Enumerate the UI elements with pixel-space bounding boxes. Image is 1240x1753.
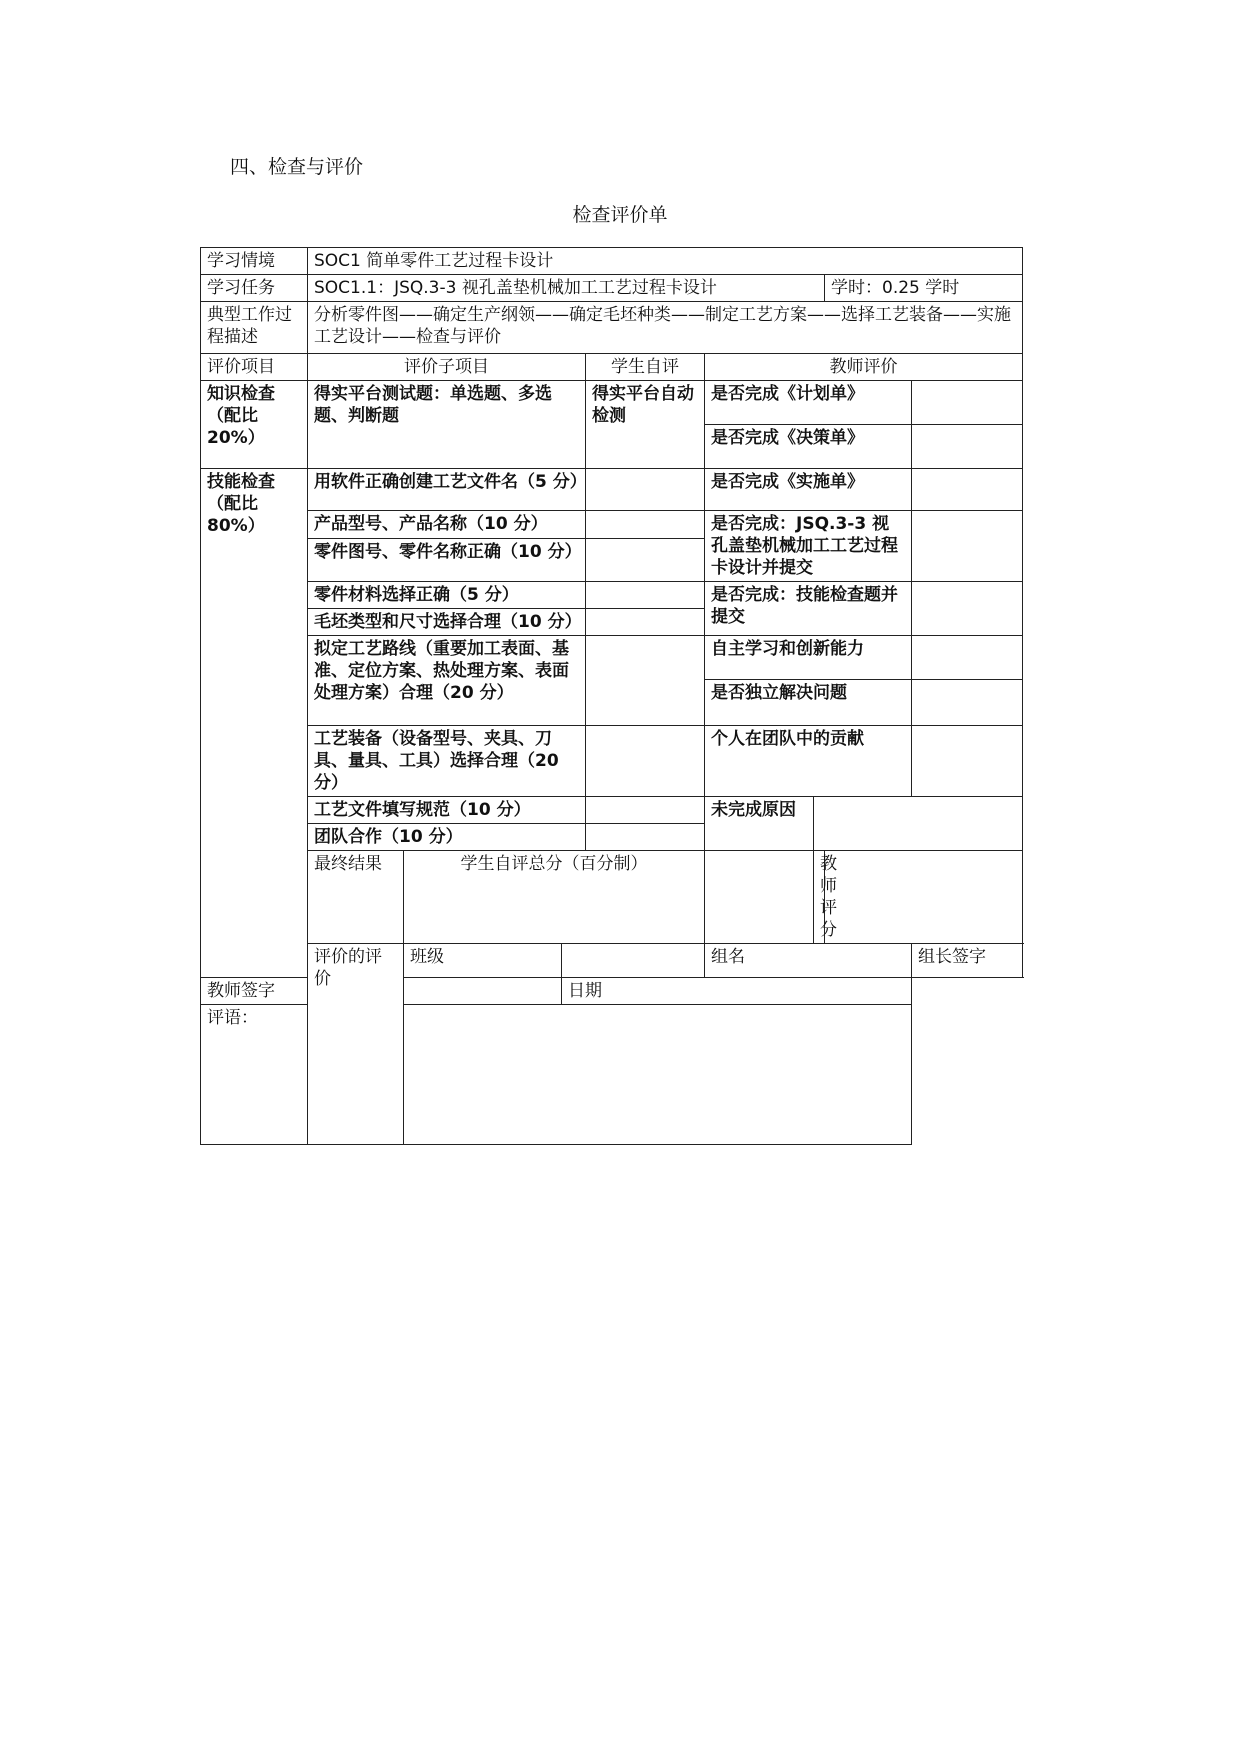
row-skill-2: [201, 511, 1023, 539]
skill-teacher-7-value: [814, 797, 1023, 851]
skill-self-3: [586, 539, 705, 582]
row-eval-1: [201, 944, 1023, 978]
header-item: 评价项目: [201, 354, 308, 381]
eval-leader-sign-label: 组长签字: [912, 944, 1023, 978]
skill-self-8: [586, 797, 705, 824]
situation-value: SOC1 简单零件工艺过程卡设计: [308, 248, 1023, 275]
eval-class-value: [562, 944, 705, 978]
skill-sub-1: 用软件正确创建工艺文件名（5 分）: [308, 469, 586, 511]
eval-date-label: 日期: [562, 978, 912, 1005]
skill-self-4: [586, 582, 705, 609]
eval-teacher-sign-label: 教师签字: [201, 978, 562, 1005]
task-hours: 学时：0.25 学时: [825, 275, 1023, 302]
skill-self-7: [586, 726, 705, 797]
process-label: 典型工作过程描述: [201, 302, 308, 354]
knowledge-label: 知识检查（配比20%）: [201, 381, 308, 469]
final-teacher-score-label: 教师评分: [814, 851, 825, 944]
skill-teacher-1: 是否完成《实施单》: [705, 469, 912, 511]
final-label: 最终结果: [308, 851, 404, 944]
task-label: 学习任务: [201, 275, 308, 302]
final-self-total: 学生自评总分（百分制）: [404, 851, 705, 944]
form-title: 检查评价单: [572, 204, 668, 226]
skill-sub-8: 工艺文件填写规范（10 分）: [308, 797, 586, 824]
skill-self-9: [586, 824, 705, 851]
skill-sub-4: 零件材料选择正确（5 分）: [308, 582, 586, 609]
final-self-score: [705, 851, 814, 944]
skill-sub-2: 产品型号、产品名称（10 分）: [308, 511, 586, 539]
skill-teacher-7: 未完成原因: [705, 797, 814, 851]
header-teacher: 教师评价: [705, 354, 1023, 381]
row-skill-4: [201, 582, 1023, 609]
skill-sub-7: 工艺装备（设备型号、夹具、刀具、量具、工具）选择合理（20 分）: [308, 726, 586, 797]
header-sub-item: 评价子项目: [308, 354, 586, 381]
skill-teacher-6: 个人在团队中的贡献: [705, 726, 912, 797]
skill-self-5: [586, 609, 705, 636]
eval-comment: 评语：: [201, 1005, 912, 1145]
situation-label: 学习情境: [201, 248, 308, 275]
knowledge-teacher-2-score: [912, 425, 1023, 469]
row-skill-7: [201, 726, 1023, 797]
skill-self-6: [586, 636, 705, 726]
row-skill-1: [201, 469, 1023, 511]
row-skill-8: [201, 797, 1023, 824]
skill-teacher-3-score: [912, 582, 1023, 636]
skill-sub-6: 拟定工艺路线（重要加工表面、基准、定位方案、热处理方案、表面处理方案）合理（20 分）: [308, 636, 586, 726]
row-task: [201, 275, 1023, 302]
row-skill-6a: [201, 636, 1023, 680]
skill-teacher-5-score: [912, 680, 1023, 726]
knowledge-teacher-1: 是否完成《计划单》: [705, 381, 912, 425]
row-process: [201, 302, 1023, 354]
skill-sub-3: 零件图号、零件名称正确（10 分）: [308, 539, 586, 582]
skill-teacher-4: 自主学习和创新能力: [705, 636, 912, 680]
row-situation: [201, 248, 1023, 275]
task-value: SOC1.1：JSQ.3-3 视孔盖垫机械加工工艺过程卡设计: [308, 275, 825, 302]
skill-sub-5: 毛坯类型和尺寸选择合理（10 分）: [308, 609, 586, 636]
eval-group-label: 组名: [705, 944, 912, 978]
knowledge-self: 得实平台自动检测: [586, 381, 705, 469]
knowledge-teacher-2: 是否完成《决策单》: [705, 425, 912, 469]
knowledge-sub: 得实平台测试题：单选题、多选题、判断题: [308, 381, 586, 469]
section-title: 四、检查与评价: [230, 156, 364, 178]
skill-self-2: [586, 511, 705, 539]
eval-label: 评价的评价: [308, 944, 404, 1145]
skill-sub-9: 团队合作（10 分）: [308, 824, 586, 851]
skill-self-1: [586, 469, 705, 511]
skill-teacher-4-score: [912, 636, 1023, 680]
skill-teacher-5: 是否独立解决问题: [705, 680, 912, 726]
row-header: [201, 354, 1023, 381]
row-knowledge-1: [201, 381, 1023, 425]
header-self: 学生自评: [586, 354, 705, 381]
final-teacher-score-value: [825, 851, 1023, 944]
knowledge-teacher-1-score: [912, 381, 1023, 425]
skill-teacher-6-score: [912, 726, 1023, 797]
row-final: [201, 851, 1023, 944]
evaluation-form-table: [200, 247, 1023, 1145]
skill-teacher-3: 是否完成：技能检查题并提交: [705, 582, 912, 636]
skill-teacher-1-score: [912, 469, 1023, 511]
skill-teacher-2-score: [912, 511, 1023, 582]
row-eval-3: [201, 1005, 1023, 1145]
process-value: 分析零件图——确定生产纲领——确定毛坯种类——制定工艺方案——选择工艺装备——实施工艺设计——检查与评价: [308, 302, 1023, 354]
skill-teacher-2: 是否完成：JSQ.3-3 视孔盖垫机械加工工艺过程卡设计并提交: [705, 511, 912, 582]
eval-class-label: 班级: [404, 944, 562, 978]
skill-label: 技能检查（配比80%）: [201, 469, 308, 978]
